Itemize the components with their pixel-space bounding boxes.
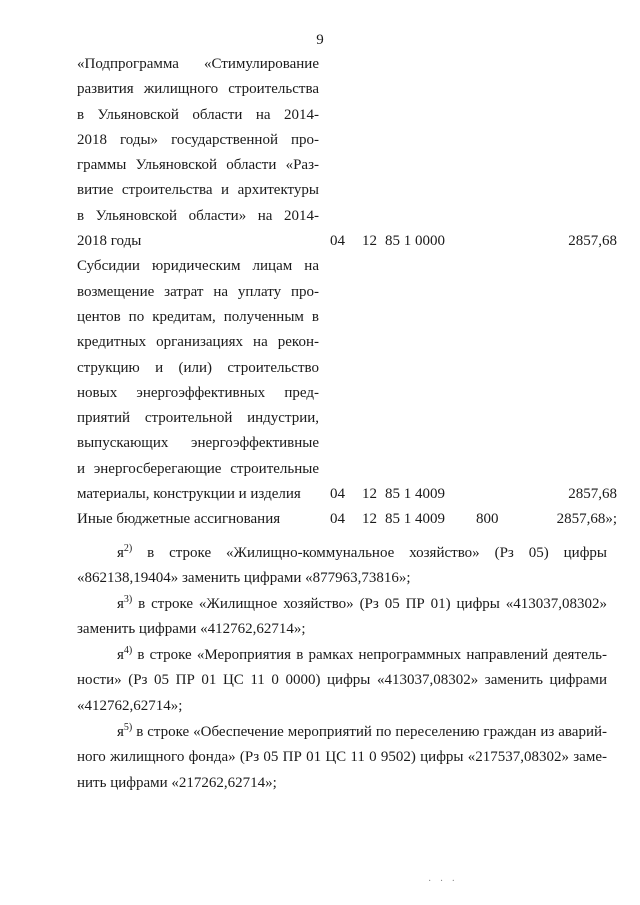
row-name-line: и энергосберегающие строительные [77,460,319,477]
row-name-line: выпускающих энергоэффективные [77,435,319,452]
amendment-paragraph [77,541,607,592]
row-name-line: струкцию и (или) строительство [77,359,319,376]
item-superscript: 3) [123,594,133,605]
paragraph-line: заменить цифрами «412762,62714»; [77,621,306,638]
scan-specks: · · · [428,876,458,887]
item-letter: я [117,724,124,740]
row-name-line: граммы Ульяновской области «Раз- [77,157,319,174]
row-name-line: в Ульяновской области на 2014- [77,106,319,123]
table-row [77,254,617,507]
row-name [77,507,319,532]
row-name-line: Иные бюджетные ассигнования [77,511,281,528]
paragraph-text: в строке «Обеспечение мероприятий по переселению граждан из аварий- [132,724,607,740]
target-article-cell: 85 1 4009 [385,511,445,528]
row-name-line: развития жилищного строительства [77,81,319,98]
paragraph-line: ного жилищного фонда» (Рз 05 ПР 01 ЦС 11 0 9502) цифры «217537,08302» заме- [77,749,607,766]
row-name-line: центов по кредитам, полученным в [77,308,319,325]
budget-table [77,52,617,533]
razdel-cell: 04 [330,511,345,528]
expense-type-cell: 800 [476,511,499,528]
paragraph-line: ности» (Рз 05 ПР 01 ЦС 11 0 0000) цифры «413037,08302» заменить цифрами [77,672,607,689]
paragraph-first-line [77,643,607,668]
paragraph-text: в строке «Мероприятия в рамках непрограммных направлений деятель- [132,647,607,663]
paragraph-first-line [77,541,607,566]
target-article-cell: 85 1 4009 [385,486,445,503]
row-name-line: кредитных организациях на рекон- [77,334,319,351]
row-name-line: «Подпрограмма «Стимулирование [77,56,319,72]
paragraph-text: в строке «Жилищно-коммунальное хозяйство» (Рз 05) цифры [132,545,607,561]
row-name [77,254,319,507]
item-letter: я [117,545,124,561]
page-number: 9 [316,32,324,48]
podrazdel-cell: 12 [362,511,377,528]
row-name-line: 2018 годы» государственной про- [77,131,319,148]
row-name [77,52,319,254]
amount-cell: 2857,68»; [556,511,617,528]
item-superscript: 5) [123,722,133,733]
item-superscript: 4) [123,645,133,656]
amendment-paragraph [77,720,607,796]
amount-cell: 2857,68 [568,233,617,250]
razdel-cell: 04 [330,486,345,503]
amendment-paragraph [77,643,607,719]
row-name-line: возмещение затрат на уплату про- [77,283,319,300]
table-row [77,507,617,532]
item-letter: я [117,596,124,612]
row-name-line: приятий строительной индустрии, [77,410,319,427]
amount-cell: 2857,68 [568,486,617,503]
paragraph-line: «862138,19404» заменить цифрами «877963,73816»; [77,570,411,587]
paragraph-first-line [77,592,607,617]
row-name-line: новых энергоэффективных пред- [77,384,319,401]
paragraph-text: в строке «Жилищное хозяйство» (Рз 05 ПР 01) цифры «413037,08302» [132,596,607,612]
item-superscript: 2) [123,543,133,554]
target-article-cell: 85 1 0000 [385,233,445,250]
paragraph-line: «412762,62714»; [77,697,183,714]
row-name-line: материалы, конструкции и изделия [77,486,301,503]
razdel-cell: 04 [330,233,345,250]
podrazdel-cell: 12 [362,233,377,250]
amendment-paragraph [77,592,607,643]
row-name-line: витие строительства и архитектуры [77,182,319,199]
row-name-line: 2018 годы [77,233,142,250]
paragraph-first-line [77,720,607,745]
paragraph-line: нить цифрами «217262,62714»; [77,774,277,791]
podrazdel-cell: 12 [362,486,377,503]
row-name-line: Субсидии юридическим лицам на [77,258,319,275]
row-name-line: в Ульяновской области» на 2014- [77,207,319,224]
item-letter: я [117,647,124,663]
table-row [77,52,617,254]
